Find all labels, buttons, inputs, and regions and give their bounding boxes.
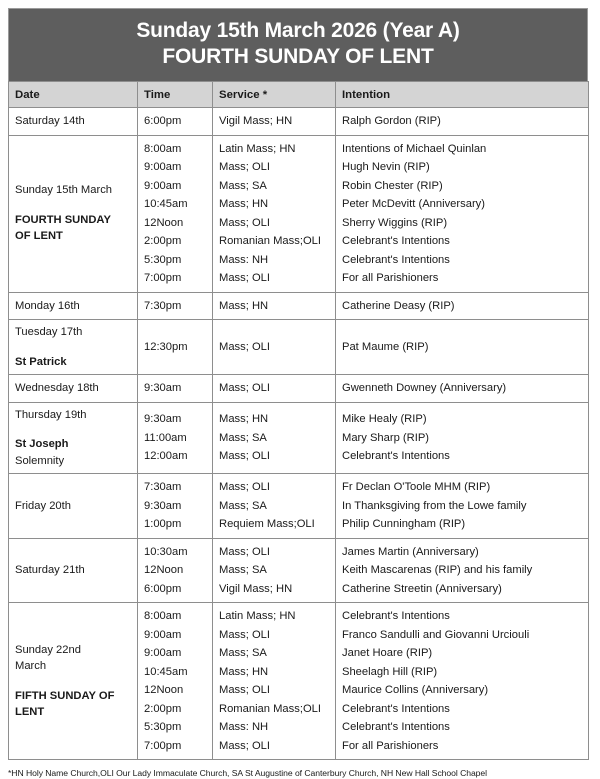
table-body xyxy=(9,108,589,760)
time-entry: 7:30am xyxy=(144,481,182,493)
cell-date xyxy=(9,474,138,539)
date-primary: Thursday 19th xyxy=(15,408,87,421)
cell-time-stack xyxy=(144,112,206,131)
intention-entry: For all Parishioners xyxy=(342,272,439,284)
cell-time xyxy=(138,292,213,320)
cell-service xyxy=(213,603,336,760)
table-row xyxy=(9,538,589,603)
date-feast: FOURTH SUNDAY xyxy=(15,213,111,226)
time-entry: 12Noon xyxy=(144,216,184,229)
intention-entry: Sherry Wiggins (RIP) xyxy=(342,216,448,229)
time-entry: 2:00pm xyxy=(144,235,182,247)
service-entry: Mass; OLI xyxy=(219,272,270,284)
table-header xyxy=(9,82,589,108)
cell-date xyxy=(9,402,138,474)
cell-date xyxy=(9,538,138,603)
cell-time xyxy=(138,375,213,403)
table-row xyxy=(9,603,589,760)
cell-intention xyxy=(336,375,589,403)
date-feast: FIFTH SUNDAY OF xyxy=(15,689,115,702)
service-entry: Mass; OLI xyxy=(219,450,270,462)
intention-entry: Ralph Gordon (RIP) xyxy=(342,115,441,127)
date-primary: Wednesday 18th xyxy=(15,382,99,394)
cell-intention xyxy=(336,538,589,603)
time-entry: 9:00am xyxy=(144,161,182,173)
date-feast-cont: Solemnity xyxy=(15,454,65,467)
intention-entry: Peter McDevitt (Anniversary) xyxy=(342,198,485,210)
cell-service xyxy=(213,375,336,403)
cell-intention-stack xyxy=(342,112,582,131)
service-entry: Mass; OLI xyxy=(219,161,270,173)
intention-entry: Intentions of Michael Quinlan xyxy=(342,142,487,155)
table-row xyxy=(9,402,589,474)
intention-entry: Mary Sharp (RIP) xyxy=(342,431,430,444)
title-line-season: FOURTH SUNDAY OF LENT xyxy=(162,45,434,68)
service-entry: Mass; OLI xyxy=(219,340,270,353)
time-entry: 9:30am xyxy=(144,499,182,512)
time-entry: 1:00pm xyxy=(144,518,182,530)
cell-time xyxy=(138,474,213,539)
service-entry: Mass; OLI xyxy=(219,739,270,752)
cell-time xyxy=(138,135,213,292)
time-entry: 9:00am xyxy=(144,628,182,641)
date-spacer xyxy=(15,341,131,354)
time-entry: 9:30am xyxy=(144,413,182,425)
intention-entry: Celebrant's Intentions xyxy=(342,253,450,266)
cell-service xyxy=(213,538,336,603)
date-primary: Sunday 15th March xyxy=(15,184,113,197)
intention-entry: For all Parishioners xyxy=(342,739,439,752)
intention-entry: Celebrant's Intentions xyxy=(342,610,450,622)
cell-service-stack xyxy=(219,410,329,466)
intention-entry: In Thanksgiving from the Lowe family xyxy=(342,499,527,512)
time-entry: 12Noon xyxy=(144,684,184,696)
cell-service-stack xyxy=(219,112,329,131)
cell-service-stack xyxy=(219,478,329,534)
cell-service-stack xyxy=(219,297,329,316)
date-primary: Saturday 14th xyxy=(15,115,85,127)
date-primary: Tuesday 17th xyxy=(15,326,83,338)
cell-intention-stack xyxy=(342,140,582,288)
intention-entry: Catherine Streetin (Anniversary) xyxy=(342,582,502,595)
cell-service-stack xyxy=(219,140,329,288)
service-entry: Mass; HN xyxy=(219,198,269,210)
service-entry: Mass; OLI xyxy=(219,481,270,493)
service-entry: Mass; OLI xyxy=(219,684,270,696)
time-entry: 5:30pm xyxy=(144,721,182,733)
service-entry: Romanian Mass;OLI xyxy=(219,702,321,715)
intention-entry: Janet Hoare (RIP) xyxy=(342,647,433,659)
table-header-row xyxy=(9,82,589,108)
date-feast-cont: OF LENT xyxy=(15,230,63,243)
time-entry: 5:30pm xyxy=(144,253,182,266)
time-entry: 8:00am xyxy=(144,142,182,155)
table-row xyxy=(9,108,589,136)
intention-entry: Celebrant's Intentions xyxy=(342,450,450,462)
service-entry: Romanian Mass;OLI xyxy=(219,235,321,247)
cell-time-stack xyxy=(144,543,206,599)
cell-intention xyxy=(336,402,589,474)
service-entry: Requiem Mass;OLI xyxy=(219,518,315,530)
intention-entry: James Martin (Anniversary) xyxy=(342,545,479,558)
date-primary: Monday 16th xyxy=(15,299,80,312)
time-entry: 2:00pm xyxy=(144,702,182,715)
church-abbreviation-footnote: *HN Holy Name Church,OLI Our Lady Immaculate Church, SA St Augustine of Canterbury Church, NH New Hall School Chapel xyxy=(8,768,488,778)
time-entry: 9:30am xyxy=(144,382,182,394)
table-row xyxy=(9,375,589,403)
cell-intention xyxy=(336,320,589,375)
intention-entry: Mike Healy (RIP) xyxy=(342,413,427,425)
cell-date xyxy=(9,135,138,292)
time-entry: 12Noon xyxy=(144,564,184,576)
table-row xyxy=(9,320,589,375)
service-entry: Mass; OLI xyxy=(219,545,270,558)
cell-service xyxy=(213,474,336,539)
cell-date xyxy=(9,375,138,403)
cell-time xyxy=(138,108,213,136)
intention-entry: Franco Sandulli and Giovanni Urciouli xyxy=(342,628,530,641)
mass-schedule-table xyxy=(8,81,589,760)
time-entry: 9:00am xyxy=(144,647,182,659)
service-entry: Mass; OLI xyxy=(219,628,270,641)
intention-entry: Celebrant's Intentions xyxy=(342,235,450,247)
table-row xyxy=(9,135,589,292)
intention-entry: Keith Mascarenas (RIP) and his family xyxy=(342,564,533,576)
service-entry: Latin Mass; HN xyxy=(219,610,296,622)
cell-intention xyxy=(336,108,589,136)
service-entry: Mass; SA xyxy=(219,499,267,512)
service-entry: Mass; HN xyxy=(219,665,269,678)
cell-date xyxy=(9,603,138,760)
cell-date xyxy=(9,320,138,375)
date-spacer xyxy=(15,675,131,688)
intention-entry: Gwenneth Downey (Anniversary) xyxy=(342,382,507,394)
cell-intention-stack xyxy=(342,543,582,599)
cell-time xyxy=(138,402,213,474)
table-row xyxy=(9,474,589,539)
cell-time-stack xyxy=(144,338,206,357)
date-feast: St Patrick xyxy=(15,355,67,368)
service-entry: Mass: NH xyxy=(219,253,269,266)
cell-service-stack xyxy=(219,338,329,357)
cell-service xyxy=(213,108,336,136)
cell-intention-stack xyxy=(342,297,582,316)
time-entry: 7:00pm xyxy=(144,272,182,284)
date-feast-cont: LENT xyxy=(15,706,45,718)
service-entry: Mass; SA xyxy=(219,564,267,576)
cell-date xyxy=(9,108,138,136)
cell-intention xyxy=(336,292,589,320)
cell-intention-stack xyxy=(342,410,582,466)
time-entry: 9:00am xyxy=(144,179,182,192)
cell-time-stack xyxy=(144,410,206,466)
intention-entry: Pat Maume (RIP) xyxy=(342,340,429,353)
intention-entry: Robin Chester (RIP) xyxy=(342,179,443,192)
column-header-date: Date xyxy=(9,82,138,108)
intention-entry: Philip Cunningham (RIP) xyxy=(342,518,466,530)
cell-intention-stack xyxy=(342,607,582,755)
service-entry: Mass; SA xyxy=(219,179,267,192)
intention-entry: Fr Declan O'Toole MHM (RIP) xyxy=(342,481,491,493)
cell-intention xyxy=(336,603,589,760)
time-entry: 12:30pm xyxy=(144,340,188,353)
column-header-intention: Intention xyxy=(336,82,589,108)
cell-intention-stack xyxy=(342,379,582,398)
table-row xyxy=(9,292,589,320)
cell-time xyxy=(138,538,213,603)
date-primary: Friday 20th xyxy=(15,499,71,512)
time-entry: 8:00am xyxy=(144,610,182,622)
cell-time-stack xyxy=(144,607,206,755)
service-entry: Mass; OLI xyxy=(219,382,270,394)
cell-time xyxy=(138,603,213,760)
cell-intention-stack xyxy=(342,478,582,534)
cell-service xyxy=(213,402,336,474)
cell-intention xyxy=(336,135,589,292)
column-header-service: Service * xyxy=(213,82,336,108)
time-entry: 11:00am xyxy=(144,431,187,444)
cell-service xyxy=(213,320,336,375)
cell-time-stack xyxy=(144,478,206,534)
date-primary: Sunday 22nd xyxy=(15,643,81,656)
service-entry: Vigil Mass; HN xyxy=(219,115,293,127)
time-entry: 6:00pm xyxy=(144,582,182,595)
intention-entry: Maurice Collins (Anniversary) xyxy=(342,684,489,696)
time-entry: 12:00am xyxy=(144,450,188,462)
service-entry: Mass: NH xyxy=(219,721,269,733)
service-entry: Mass; SA xyxy=(219,647,267,659)
service-entry: Mass; OLI xyxy=(219,216,270,229)
date-spacer xyxy=(15,423,131,436)
intention-entry: Catherine Deasy (RIP) xyxy=(342,299,455,312)
intention-entry: Celebrant's Intentions xyxy=(342,702,450,715)
date-feast: St Joseph xyxy=(15,438,69,450)
title-banner xyxy=(8,8,588,81)
date-primary: Saturday 21th xyxy=(15,564,85,576)
title-line-date: Sunday 15th March 2026 (Year A) xyxy=(136,19,460,42)
service-entry: Mass; SA xyxy=(219,431,267,444)
cell-date xyxy=(9,292,138,320)
cell-service-stack xyxy=(219,543,329,599)
time-entry: 7:30pm xyxy=(144,299,182,312)
cell-time-stack xyxy=(144,140,206,288)
cell-service-stack xyxy=(219,607,329,755)
time-entry: 7:00pm xyxy=(144,739,182,752)
time-entry: 6:00pm xyxy=(144,115,182,127)
time-entry: 10:45am xyxy=(144,665,188,678)
cell-service xyxy=(213,135,336,292)
cell-service-stack xyxy=(219,379,329,398)
intention-entry: Hugh Nevin (RIP) xyxy=(342,161,430,173)
intention-entry: Celebrant's Intentions xyxy=(342,721,450,733)
cell-service xyxy=(213,292,336,320)
service-entry: Latin Mass; HN xyxy=(219,142,296,155)
cell-intention xyxy=(336,474,589,539)
cell-time-stack xyxy=(144,297,206,316)
column-header-time: Time xyxy=(138,82,213,108)
date-primary-cont: March xyxy=(15,660,47,672)
cell-time xyxy=(138,320,213,375)
time-entry: 10:30am xyxy=(144,545,188,558)
cell-intention-stack xyxy=(342,338,582,357)
intention-entry: Sheelagh Hill (RIP) xyxy=(342,665,438,678)
time-entry: 10:45am xyxy=(144,198,188,210)
cell-time-stack xyxy=(144,379,206,398)
service-entry: Vigil Mass; HN xyxy=(219,582,293,595)
date-spacer xyxy=(15,199,131,212)
service-entry: Mass; HN xyxy=(219,413,269,425)
service-entry: Mass; HN xyxy=(219,299,269,312)
